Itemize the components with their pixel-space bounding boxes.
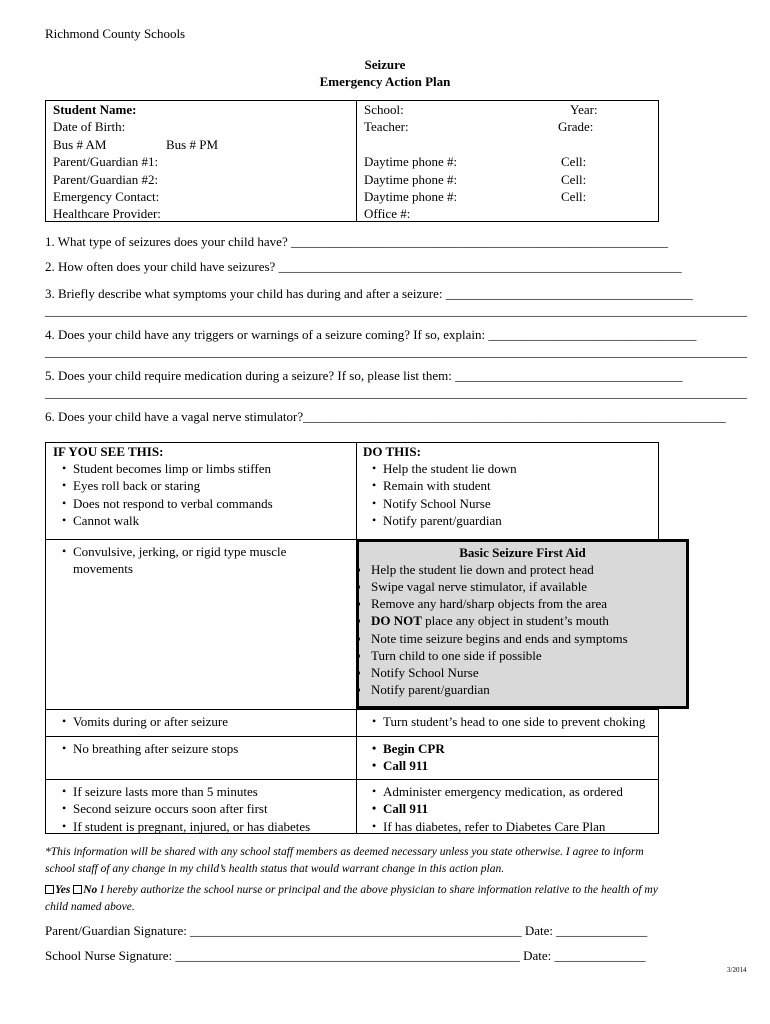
basic-seizure-first-aid-box <box>356 539 689 709</box>
cell-field-2[interactable]: Cell: <box>561 171 587 187</box>
question-3[interactable]: 3. Briefly describe what symptoms your child has during and after a seizure: ______________________________________ <box>45 286 693 301</box>
list-item: • Second seizure occurs soon after first <box>61 800 310 817</box>
list-item: • Cannot walk <box>61 512 273 529</box>
question-4[interactable]: 4. Does your child have any triggers or warnings of a seizure coming? If so, explain: ________________________________ <box>45 327 697 342</box>
list-item: • Swipe vagal nerve stimulator, if available <box>371 578 686 595</box>
list-item: • Administer emergency medication, as ordered <box>371 783 623 800</box>
bus-am-field[interactable]: Bus # AM <box>53 136 107 152</box>
symptoms-cell-2 <box>61 543 286 578</box>
list-item: • If seizure lasts more than 5 minutes <box>61 783 310 800</box>
title-line-1: Seizure <box>364 57 406 72</box>
student-info-table <box>45 100 659 222</box>
yes-label: Yes <box>55 884 71 896</box>
list-item: • Remove any hard/sharp objects from the area <box>371 595 686 612</box>
do-this-header: DO THIS: <box>363 444 421 459</box>
list-item: • Help the student lie down and protect head <box>371 561 686 578</box>
question-3-answer-line[interactable]: ____________________________________________________________________________________________________________ <box>45 303 747 318</box>
student-info-left-column <box>46 101 357 221</box>
daytime-phone-field-1[interactable]: Daytime phone #: <box>364 154 458 170</box>
seizure-action-table <box>45 442 659 834</box>
nurse-signature-line[interactable]: School Nurse Signature: _____________________________________________________ Date: ______________ <box>45 948 646 963</box>
list-item: • Help the student lie down <box>371 460 517 477</box>
list-item: • Notify parent/guardian <box>371 512 517 529</box>
guardian-2-field[interactable]: Parent/Guardian #2: <box>53 171 159 187</box>
student-name-field[interactable]: Student Name: <box>53 102 137 117</box>
school-row <box>364 101 658 118</box>
actions-cell-3 <box>371 713 645 730</box>
list-item-continuation: movements <box>73 561 133 577</box>
list-item: • Notify parent/guardian <box>371 681 686 698</box>
cell-field-1[interactable]: Cell: <box>561 154 587 170</box>
list-item: • Convulsive, jerking, or rigid type muscle <box>61 543 286 560</box>
no-checkbox[interactable] <box>73 885 82 894</box>
actions-cell-5 <box>371 783 623 835</box>
cell-field-3[interactable]: Cell: <box>561 188 587 204</box>
authorization-line-2: child named above. <box>45 901 135 913</box>
list-item: • Note time seizure begins and ends and symptoms <box>371 630 686 647</box>
document-title <box>0 56 770 90</box>
question-5-answer-line[interactable]: ____________________________________________________________________________________________________________ <box>45 385 747 400</box>
list-item: • Turn student’s head to one side to prevent choking <box>371 713 645 730</box>
list-item: • If has diabetes, refer to Diabetes Care Plan <box>371 818 623 835</box>
list-item: • Begin CPR <box>371 740 445 757</box>
symptoms-cell-3 <box>61 713 228 730</box>
list-item: • Student becomes limp or limbs stiffen <box>61 460 273 477</box>
student-info-right-column <box>357 101 658 221</box>
yes-checkbox[interactable] <box>45 885 54 894</box>
list-item: • Eyes roll back or staring <box>61 477 273 494</box>
no-label: No <box>83 884 98 896</box>
do-not-emphasis: DO NOT <box>371 613 422 629</box>
version-date: 3/2014 <box>727 966 747 974</box>
first-aid-title: Basic Seizure First Aid <box>459 545 586 560</box>
symptoms-cell-5 <box>61 783 310 835</box>
authorization-statement <box>45 882 735 916</box>
list-item: • Remain with student <box>371 477 517 494</box>
question-2[interactable]: 2. How often does your child have seizures? ______________________________________________________________ <box>45 259 682 274</box>
phone-row-2 <box>364 171 658 188</box>
list-item: • Turn child to one side if possible <box>371 647 686 664</box>
notice-line-2: school staff of any change in my child’s health status that would warrant change in this action plan. <box>45 863 505 875</box>
actions-cell-4 <box>371 740 445 775</box>
list-item: • No breathing after seizure stops <box>61 740 238 757</box>
list-item: • Call 911 <box>371 800 623 817</box>
emergency-contact-field[interactable]: Emergency Contact: <box>53 188 160 204</box>
daytime-phone-field-3[interactable]: Daytime phone #: <box>364 188 458 204</box>
phone-row-1 <box>364 153 658 170</box>
school-field[interactable]: School: <box>364 102 404 117</box>
question-1[interactable]: 1. What type of seizures does your child have? __________________________________________________________ <box>45 234 668 249</box>
bus-pm-field[interactable]: Bus # PM <box>166 136 219 152</box>
list-item: • DO NOT place any object in student’s mouth <box>371 612 686 629</box>
teacher-row <box>364 118 658 135</box>
list-item: • Vomits during or after seizure <box>61 713 228 730</box>
year-field[interactable]: Year: <box>570 102 598 117</box>
actions-cell-1 <box>363 444 517 530</box>
phone-row-3 <box>364 188 658 205</box>
if-you-see-this-header: IF YOU SEE THIS: <box>53 444 164 459</box>
list-item: • Notify School Nurse <box>371 664 686 681</box>
row-divider <box>46 709 658 710</box>
guardian-signature-line[interactable]: Parent/Guardian Signature: ___________________________________________________ Date: ______________ <box>45 923 648 938</box>
question-5[interactable]: 5. Does your child require medication during a seizure? If so, please list them: ___________________________________ <box>45 368 683 383</box>
list-item: • Notify School Nurse <box>371 495 517 512</box>
symptoms-cell-1 <box>53 444 273 530</box>
blank-row <box>364 136 658 153</box>
grade-field[interactable]: Grade: <box>558 119 594 135</box>
row-divider <box>46 779 658 780</box>
question-6[interactable]: 6. Does your child have a vagal nerve stimulator?_________________________________________________________________ <box>45 409 726 424</box>
bus-row <box>53 136 356 153</box>
list-item: • If student is pregnant, injured, or has diabetes <box>61 818 310 835</box>
question-4-answer-line[interactable]: ____________________________________________________________________________________________________________ <box>45 344 747 359</box>
privacy-notice <box>45 844 735 878</box>
authorization-line-1 <box>45 882 735 899</box>
list-item: • Does not respond to verbal commands <box>61 495 273 512</box>
office-field[interactable]: Office #: <box>364 206 411 222</box>
healthcare-provider-field[interactable]: Healthcare Provider: <box>53 206 161 222</box>
daytime-phone-field-2[interactable]: Daytime phone #: <box>364 171 458 187</box>
teacher-field[interactable]: Teacher: <box>364 119 409 135</box>
symptoms-cell-4 <box>61 740 238 757</box>
guardian-1-field[interactable]: Parent/Guardian #1: <box>53 154 159 170</box>
notice-line-1: *This information will be shared with any school staff members as deemed necessary unless you state otherwise. I agree to inform <box>45 846 644 858</box>
organization-name: Richmond County Schools <box>45 26 186 41</box>
authorization-text: I hereby authorize the school nurse or principal and the above physician to share information relative to the health of my <box>97 884 658 896</box>
list-item: • Call 911 <box>371 757 445 774</box>
title-line-2: Emergency Action Plan <box>319 74 451 89</box>
row-divider <box>46 736 658 737</box>
dob-field[interactable]: Date of Birth: <box>53 119 126 135</box>
